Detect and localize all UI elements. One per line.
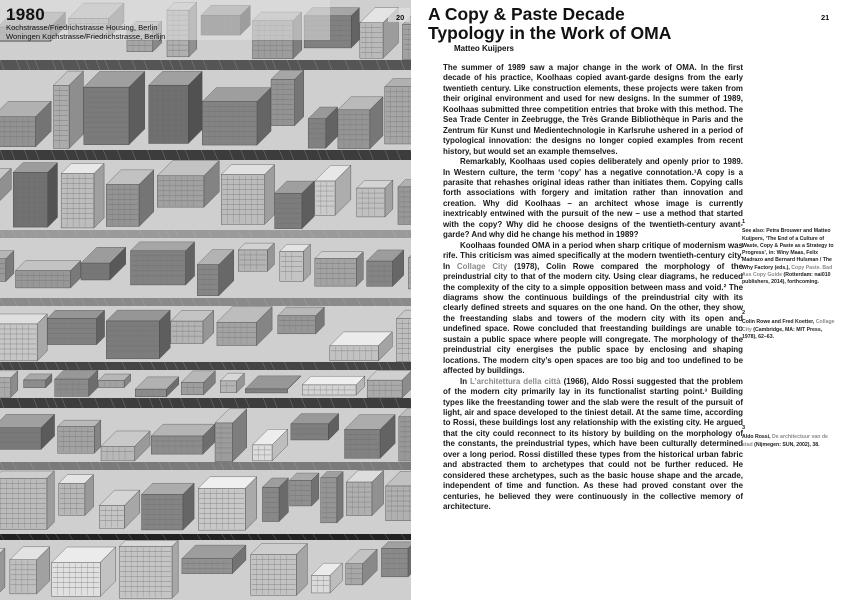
footnote-3-text-a: Aldo Rossi, <box>742 434 772 441</box>
footnote-2-number: 2 <box>742 310 746 316</box>
building-facade <box>106 185 139 227</box>
building-side <box>94 163 104 227</box>
building-facade <box>385 87 411 144</box>
building-side <box>48 163 58 227</box>
building-facade <box>330 346 379 361</box>
caption-dutch: Woningen Kochstrasse/Friedrichstrasse, Berlijn <box>6 32 166 41</box>
paragraph-3 <box>443 241 743 377</box>
building-facade <box>271 79 295 125</box>
street-band <box>0 298 411 306</box>
building-facade <box>81 263 110 280</box>
building-facade <box>101 446 135 461</box>
footnote-3-number: 3 <box>742 425 746 431</box>
reference-architettura: L’architettura della città <box>470 376 561 386</box>
building-facade <box>291 424 329 440</box>
figure-caption <box>6 6 306 41</box>
paragraph-3-text-b: (1978), Colin Rowe compared the morphology of the preindustrial city to that of the modern city. Using clear diagrams, he reduced the complexity of the city to a simple opposition between mass and void.² The diagrams show the continuous buildings of the preindustrial city with its clearly defined streets and squares on the one hand. On the other, they show the freestanding slabs and towers of the modern city with its open and undefined space. Rowe concluded that freestanding buildings are unable to sustain a public space where people will congregate. The morphology of the preindustrial city energises the public space by enclosing and shaping locations. The modern city’s open spaces are too big and too undefined to be affected by buildings. <box>443 261 743 376</box>
building-facade <box>290 480 312 506</box>
building-roof <box>106 310 170 321</box>
title-line-2: Typology in the Work of OMA <box>428 23 672 43</box>
building-facade <box>338 110 370 149</box>
footnote-2 <box>742 310 837 341</box>
building-facade <box>308 119 326 148</box>
building-facade <box>398 187 411 225</box>
building-facade <box>58 427 95 454</box>
building-facade <box>171 321 203 343</box>
right-page <box>411 0 850 600</box>
footnote-2-text-a: Colin Rowe and Fred Koetter, <box>742 319 816 326</box>
building-roof <box>131 242 195 251</box>
building-facade <box>357 188 385 217</box>
building-facade <box>24 380 46 388</box>
building-facade <box>386 486 411 521</box>
building-side <box>172 540 178 598</box>
footnote-1-ref: Copy Paste. Bad Ass Copy Guide <box>742 264 833 279</box>
footnote-1 <box>742 219 837 287</box>
building-facade <box>238 250 267 271</box>
building-facade <box>197 265 219 296</box>
building-facade <box>367 380 402 398</box>
building-facade <box>157 176 204 207</box>
paragraph-3-text-a: Koolhaas founded OMA in a period when sharp critique of modernism was rife. This criticism was aimed specifically at the modern twentieth-century city. In <box>443 240 743 271</box>
street-band <box>0 534 411 540</box>
reference-collage-city: Collage City <box>456 261 508 271</box>
building-facade <box>13 172 48 227</box>
building-facade <box>402 25 411 60</box>
title-line-1: A Copy & Paste Decade <box>428 4 625 24</box>
building-facade <box>198 488 245 530</box>
building-facade <box>151 436 203 454</box>
building-facade <box>311 575 330 593</box>
footnote-2-text-b: (Cambridge, MA: MIT Press, 1978), 62–63. <box>742 326 823 340</box>
building-facade <box>182 559 232 574</box>
figure-year: 1980 <box>6 5 46 24</box>
building-facade <box>55 379 89 396</box>
building-side <box>295 70 304 125</box>
building-facade <box>0 324 37 361</box>
building-facade <box>181 383 203 395</box>
paragraph-4 <box>443 377 743 513</box>
building-facade <box>59 483 85 515</box>
building-roof <box>58 420 101 426</box>
footnote-1-text-a: See also: Petra Brouwer and Matteo Kuijpers, ‘The End of a Culture of Waste, Copy & Paste as a Strategy to Progress’, in: Winy Maas, Felix Madrazo and Bernard Hulsman / The Why Factory (eds.), <box>742 228 834 271</box>
paragraph-1: The summer of 1989 saw a major change in the work of OMA. In the first decade of his practice, Koolhaas copied avant-garde designs from the early twentieth century. Like construction elements, these projects were taken from their original environment and used for new designs. In the summer of 1989, Koolhaas submitted three competition entries that broke with this method. The Sea Trade Center in Zeebrugge, the Très Grande Bibliothèque in Paris and the Zentrum für Kunst und Medientechnologie in Karlsruhe ushered in a period of typological innovation: the designs no longer copied examples from recent history, but would set an example themselves. <box>443 63 743 156</box>
paragraph-4-text-b: (1966), Aldo Rossi suggested that the problem of the modern city primarily lay in its functionalist starting point.³ Building types like the freestanding tower and the slab were the result of the pursuit of light, air and space developed to the tiniest detail. At the same time, according to Rossi, these buildings lost any relationship with the existing city. He argued that the city could reconnect to its history by building on the morphology of the constants, the preindustrial types, which have been culturally determined over a long period. Rossi distilled these types from the historical urban fabric and abstracted them to archetypes that could not be further reduced. He considered these archetypes, such as the basic house shape and the arcade, independent of time and function. As these had proved constant over the centuries, he believed they were continuously in the collective memory of architecture. <box>443 376 743 512</box>
building-facade <box>99 506 124 529</box>
building-facade <box>345 430 381 459</box>
building-side <box>47 471 54 529</box>
building-facade <box>278 316 316 334</box>
building-roof <box>315 252 363 259</box>
building-side <box>337 472 343 523</box>
street-band <box>0 150 411 160</box>
building-facade <box>381 549 408 577</box>
footnote-1-number: 1 <box>742 219 746 225</box>
article-body <box>443 63 743 512</box>
building-facade <box>397 319 411 362</box>
building-facade <box>253 445 273 461</box>
axonometric-drawing <box>0 0 411 600</box>
building-facade <box>47 318 96 344</box>
paragraph-2: Remarkably, Koolhaas used copies deliberately and openly prior to 1989. In Western culture, the term ‘copy’ has a negative connotation.¹A copy is a parasite that rehashes original ideas rather than initiates them. Copying calls forth associations with forgery and imitation rather than innovation and creation. Why did Koolhaas – an architect whose image is currently inextricably entwined with the pursuit of the new – use a method that started with the copy? Why did he choose designs of the twentieth-century avant-garde? And why did he change his method in 1989? <box>443 157 743 240</box>
building-facade <box>367 261 393 286</box>
paragraph-4-text-a: In <box>460 376 471 386</box>
article-author: Matteo Kuijpers <box>454 44 515 53</box>
building-facade <box>142 494 183 530</box>
building-facade <box>0 378 11 398</box>
building-facade <box>98 381 124 388</box>
building-facade <box>202 102 257 146</box>
building-side <box>265 165 275 225</box>
building-facade <box>0 428 41 450</box>
footnote-3-ref: De architectuur van de stad <box>742 434 828 448</box>
building-facade <box>321 478 337 523</box>
building-side <box>0 548 5 594</box>
street-band <box>0 362 411 370</box>
footnote-2-ref: Collage City <box>742 319 835 333</box>
building-facade <box>315 258 357 286</box>
building-facade <box>251 554 297 595</box>
building-roof <box>0 471 54 478</box>
building-roof <box>302 376 365 385</box>
building-facade <box>119 547 172 599</box>
building-facade <box>0 478 47 529</box>
building-facade <box>84 87 129 144</box>
building-roof <box>47 310 104 318</box>
building-facade <box>215 423 233 462</box>
caption-english: Kochstrasse/Friedrichstrasse Housing, Berlin <box>6 23 158 32</box>
building-roof <box>119 540 178 546</box>
building-facade <box>53 85 69 148</box>
building-roof <box>16 261 81 271</box>
building-facade <box>135 389 166 397</box>
building-facade <box>61 174 94 228</box>
footnote-3-text-b: (Nijmegen: SUN, 2002), 38. <box>752 441 820 448</box>
building-facade <box>220 381 236 393</box>
article-title <box>428 5 708 43</box>
page-number-left: 20 <box>396 13 405 22</box>
street-band <box>0 60 411 70</box>
page-number-right: 21 <box>821 13 830 22</box>
left-page <box>0 0 411 600</box>
building-facade <box>0 259 6 282</box>
building-facade <box>346 564 363 585</box>
building-facade <box>16 271 71 288</box>
footnote-3 <box>742 425 837 449</box>
footnote-1-text-b: (Rotterdam: nai010 publishers, 2014), forthcoming. <box>742 272 831 286</box>
building-facade <box>106 321 159 359</box>
